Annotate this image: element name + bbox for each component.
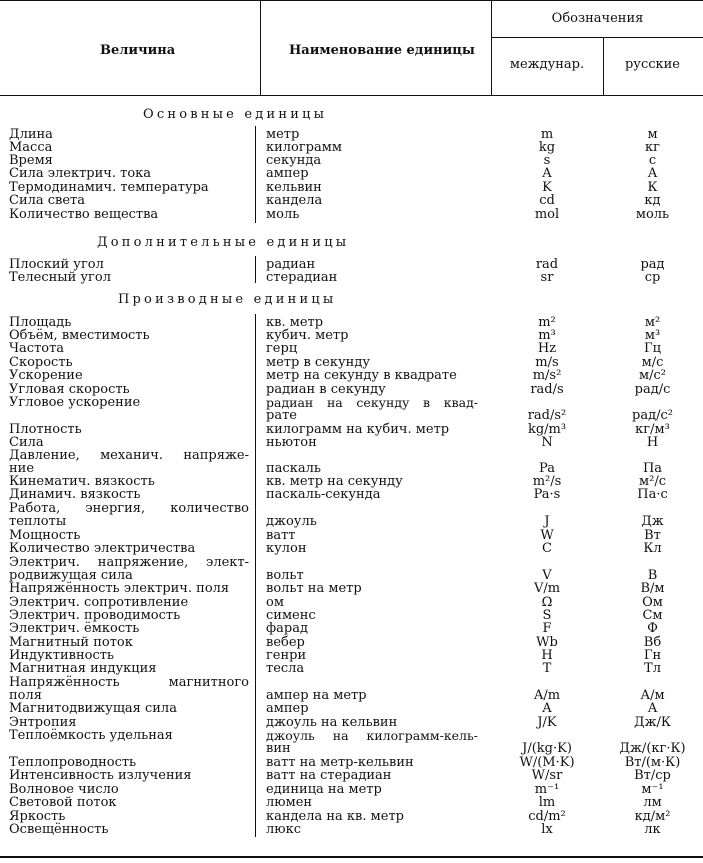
row-quantity: Волновое число bbox=[9, 782, 119, 797]
row-russian-symbol: рад bbox=[640, 257, 665, 272]
row-international-symbol: lm bbox=[538, 795, 556, 810]
row-quantity: Ускорение bbox=[9, 368, 83, 383]
row-unit-name: джоуль на кельвин bbox=[266, 715, 398, 730]
row-russian-symbol: рад/с² bbox=[632, 408, 673, 424]
row-unit-name: кандела bbox=[266, 193, 323, 208]
body-divider-derived bbox=[255, 314, 256, 837]
row-international-symbol: rad/s bbox=[530, 382, 564, 397]
row-russian-symbol: кг/м³ bbox=[635, 422, 670, 437]
row-quantity: Динамич. вязкость bbox=[9, 487, 141, 502]
row-unit-name: сименс bbox=[266, 608, 316, 623]
row-russian-symbol: Вб bbox=[643, 635, 662, 650]
row-quantity: Энтропия bbox=[9, 715, 77, 730]
row-quantity: Интенсивность излучения bbox=[9, 768, 192, 783]
row-unit-name: стерадиан bbox=[266, 270, 338, 285]
row-russian-symbol: лм bbox=[643, 795, 662, 810]
row-international-symbol: rad bbox=[535, 257, 559, 272]
row-unit-name: метр в секунду bbox=[266, 355, 370, 370]
row-unit-name: кандела на кв. метр bbox=[266, 809, 404, 824]
row-international-symbol: W/sr bbox=[531, 768, 563, 783]
row-international-symbol: V/m bbox=[533, 581, 561, 596]
row-russian-symbol: м² bbox=[644, 315, 661, 330]
row-russian-symbol: В bbox=[647, 568, 658, 584]
row-international-symbol: s bbox=[543, 153, 551, 168]
row-russian-symbol: с bbox=[648, 153, 657, 168]
row-russian-symbol: м bbox=[647, 127, 658, 142]
row-quantity: Объём, вместимость bbox=[9, 328, 150, 343]
row-russian-symbol: К bbox=[647, 180, 658, 195]
row-russian-symbol: См bbox=[642, 608, 663, 623]
row-quantity: Время bbox=[9, 153, 53, 168]
row-quantity: Индуктивность bbox=[9, 648, 114, 663]
row-international-symbol: A bbox=[542, 166, 552, 181]
row-quantity-line2: ние bbox=[9, 461, 35, 477]
row-unit-name: моль bbox=[266, 207, 300, 222]
row-international-symbol: Pa bbox=[539, 461, 555, 477]
header-international: междунар. bbox=[509, 57, 585, 72]
row-quantity: Мощность bbox=[9, 528, 81, 543]
row-unit-name: фарад bbox=[266, 621, 309, 636]
row-international-symbol: H bbox=[541, 648, 553, 663]
header-russian: русские bbox=[624, 57, 680, 72]
row-quantity-line1: Давление, механич. напряже- bbox=[9, 448, 249, 463]
header-unit-name: Наименование единицы bbox=[289, 43, 475, 58]
row-russian-symbol: м/с² bbox=[639, 368, 666, 383]
row-unit-name: метр bbox=[266, 127, 300, 142]
row-unit-name: герц bbox=[266, 341, 298, 356]
row-quantity: Плоский угол bbox=[9, 257, 104, 272]
row-quantity: Электрич. сопротивление bbox=[9, 595, 189, 610]
row-unit-name: килограмм bbox=[266, 140, 342, 155]
row-unit-name-line2: вин bbox=[266, 741, 291, 757]
row-international-symbol: J/(kg·K) bbox=[522, 741, 572, 757]
row-unit-name: ватт bbox=[266, 528, 296, 543]
row-russian-symbol: Па bbox=[642, 461, 663, 477]
row-russian-symbol: Вт bbox=[644, 528, 661, 543]
row-international-symbol: kg/m³ bbox=[527, 422, 567, 437]
row-quantity: Кинематич. вязкость bbox=[9, 474, 155, 489]
row-russian-symbol: рад/с bbox=[634, 382, 671, 397]
row-unit-name: кубич. метр bbox=[266, 328, 349, 343]
row-unit-name: ватт на стерадиан bbox=[266, 768, 392, 783]
row-russian-symbol: м³ bbox=[644, 328, 661, 343]
row-quantity: Площадь bbox=[9, 315, 72, 330]
row-unit-name: паскаль-секунда bbox=[266, 487, 381, 502]
row-international-symbol: mol bbox=[534, 207, 560, 222]
row-russian-symbol: м/с bbox=[641, 355, 664, 370]
row-unit-name: генри bbox=[266, 648, 307, 663]
row-quantity: Магнитная индукция bbox=[9, 661, 157, 676]
section-supplementary-units: Дополнительные единицы bbox=[97, 235, 350, 250]
row-international-symbol: A/m bbox=[533, 688, 561, 704]
row-quantity: Теплоёмкость удельная bbox=[9, 728, 173, 743]
row-unit-name: люмен bbox=[266, 795, 313, 810]
row-unit-name: кв. метр bbox=[266, 315, 324, 330]
row-unit-name: вольт на метр bbox=[266, 581, 362, 596]
row-international-symbol: m bbox=[540, 127, 554, 142]
row-quantity: Скорость bbox=[9, 355, 73, 370]
row-russian-symbol: лк bbox=[644, 822, 661, 837]
row-international-symbol: m²/s bbox=[532, 474, 562, 489]
row-unit-name: килограмм на кубич. метр bbox=[266, 422, 450, 437]
row-international-symbol: K bbox=[542, 180, 552, 195]
row-russian-symbol: А bbox=[647, 701, 658, 716]
row-international-symbol: S bbox=[542, 608, 552, 623]
row-russian-symbol: м²/с bbox=[639, 474, 666, 489]
row-quantity: Освещённость bbox=[9, 822, 109, 837]
row-unit-name: паскаль bbox=[266, 461, 321, 477]
row-russian-symbol: Дж/К bbox=[634, 715, 671, 730]
row-unit-name-line1: радиан на секунду в квад- bbox=[266, 395, 478, 410]
row-russian-symbol: А bbox=[647, 166, 658, 181]
row-quantity: Угловое ускорение bbox=[9, 395, 141, 410]
row-unit-name: ватт на метр-кельвин bbox=[266, 755, 414, 770]
header-symbols: Обозначения bbox=[551, 11, 644, 26]
row-quantity-line2: теплоты bbox=[9, 514, 67, 530]
row-international-symbol: Ω bbox=[541, 595, 553, 610]
row-russian-symbol: кд/м² bbox=[634, 809, 671, 824]
row-quantity: Сила света bbox=[9, 193, 85, 208]
section-basic-units: Основные единицы bbox=[143, 107, 328, 122]
row-russian-symbol: кг bbox=[645, 140, 660, 155]
header-quantity: Величина bbox=[100, 43, 176, 58]
row-international-symbol: W/(M·K) bbox=[519, 755, 575, 770]
row-russian-symbol: Ф bbox=[647, 621, 658, 636]
row-quantity: Сила bbox=[9, 435, 44, 450]
row-quantity-line1: Напряжённость магнитного bbox=[9, 675, 249, 690]
bottom-rule bbox=[0, 856, 703, 858]
row-russian-symbol: Н bbox=[646, 435, 659, 450]
row-unit-name: люкс bbox=[266, 822, 301, 837]
row-quantity: Угловая скорость bbox=[9, 382, 130, 397]
row-quantity: Электрич. проводимость bbox=[9, 608, 181, 623]
row-quantity: Теплопроводность bbox=[9, 755, 137, 770]
row-international-symbol: N bbox=[541, 435, 553, 450]
row-international-symbol: sr bbox=[540, 270, 554, 285]
row-international-symbol: W bbox=[540, 528, 554, 543]
row-russian-symbol: м⁻¹ bbox=[641, 782, 664, 797]
row-russian-symbol: Кл bbox=[643, 541, 662, 556]
row-unit-name: секунда bbox=[266, 153, 322, 168]
row-international-symbol: m/s² bbox=[532, 368, 562, 383]
row-international-symbol: Hz bbox=[537, 341, 557, 356]
row-international-symbol: m/s bbox=[535, 355, 559, 370]
row-international-symbol: kg bbox=[538, 140, 556, 155]
col-divider-1 bbox=[260, 0, 261, 95]
body-divider-supplementary bbox=[255, 256, 256, 283]
row-russian-symbol: Гц bbox=[644, 341, 661, 356]
row-unit-name: тесла bbox=[266, 661, 305, 676]
row-international-symbol: Wb bbox=[536, 635, 558, 650]
symbols-subheader-rule bbox=[492, 37, 703, 38]
row-unit-name: радиан bbox=[266, 257, 316, 272]
row-unit-name: единица на метр bbox=[266, 782, 382, 797]
top-rule bbox=[0, 0, 703, 1]
row-unit-name: ампер bbox=[266, 701, 309, 716]
row-quantity: Магнитодвижущая сила bbox=[9, 701, 177, 716]
row-unit-name: радиан в секунду bbox=[266, 382, 386, 397]
row-russian-symbol: Дж/(кг·К) bbox=[619, 741, 686, 757]
row-international-symbol: Pa·s bbox=[533, 487, 561, 502]
row-international-symbol: T bbox=[542, 661, 552, 676]
row-international-symbol: rad/s² bbox=[527, 408, 567, 424]
row-russian-symbol: ср bbox=[644, 270, 661, 285]
header-divider bbox=[0, 95, 703, 96]
row-unit-name: ом bbox=[266, 595, 284, 610]
row-unit-name-line2: рате bbox=[266, 408, 297, 424]
row-russian-symbol: Вт/ср bbox=[634, 768, 671, 783]
body-divider-basic bbox=[255, 126, 256, 223]
row-quantity: Длина bbox=[9, 127, 53, 142]
row-unit-name: вольт bbox=[266, 568, 304, 584]
row-quantity-line2: родвижущая сила bbox=[9, 568, 133, 584]
row-international-symbol: J/K bbox=[537, 715, 557, 730]
row-quantity: Частота bbox=[9, 341, 65, 356]
row-international-symbol: C bbox=[542, 541, 552, 556]
row-russian-symbol: моль bbox=[635, 207, 670, 222]
row-russian-symbol: А/м bbox=[640, 688, 665, 704]
row-quantity: Напряжённость электрич. поля bbox=[9, 581, 230, 596]
row-international-symbol: cd bbox=[539, 193, 555, 208]
row-quantity: Количество электричества bbox=[9, 541, 196, 556]
row-unit-name: ампер на метр bbox=[266, 688, 367, 704]
row-russian-symbol: Тл bbox=[644, 661, 661, 676]
row-unit-name: метр на секунду в квадрате bbox=[266, 368, 457, 383]
row-international-symbol: m² bbox=[538, 315, 556, 330]
row-quantity-line2: поля bbox=[9, 688, 42, 704]
row-quantity-line1: Электрич. напряжение, элект- bbox=[9, 555, 249, 570]
row-quantity: Электрич. ёмкость bbox=[9, 621, 140, 636]
row-russian-symbol: Па·с bbox=[637, 487, 668, 502]
row-unit-name: ампер bbox=[266, 166, 309, 181]
row-international-symbol: F bbox=[542, 621, 552, 636]
row-russian-symbol: Гн bbox=[643, 648, 662, 663]
row-quantity: Магнитный поток bbox=[9, 635, 133, 650]
row-international-symbol: V bbox=[542, 568, 552, 584]
row-international-symbol: J bbox=[544, 514, 550, 530]
row-unit-name: кулон bbox=[266, 541, 307, 556]
row-russian-symbol: В/м bbox=[640, 581, 665, 596]
row-quantity: Плотность bbox=[9, 422, 82, 437]
row-unit-name-line1: джоуль на килограмм-кель- bbox=[266, 728, 478, 743]
row-quantity: Световой поток bbox=[9, 795, 117, 810]
section-derived-units: Производные единицы bbox=[118, 292, 337, 307]
row-quantity: Сила электрич. тока bbox=[9, 166, 152, 181]
row-international-symbol: lx bbox=[541, 822, 553, 837]
row-unit-name: джоуль bbox=[266, 514, 317, 530]
row-russian-symbol: Дж bbox=[641, 514, 664, 530]
row-quantity-line1: Работа, энергия, количество bbox=[9, 501, 249, 516]
row-quantity: Термодинамич. температура bbox=[9, 180, 209, 195]
row-russian-symbol: кд bbox=[644, 193, 661, 208]
row-quantity: Телесный угол bbox=[9, 270, 111, 285]
row-quantity: Яркость bbox=[9, 809, 66, 824]
row-quantity: Количество вещества bbox=[9, 207, 159, 222]
row-unit-name: вебер bbox=[266, 635, 305, 650]
row-international-symbol: cd/m² bbox=[528, 809, 566, 824]
row-russian-symbol: Вт/(м·К) bbox=[624, 755, 681, 770]
row-international-symbol: A bbox=[542, 701, 552, 716]
row-unit-name: ньютон bbox=[266, 435, 317, 450]
row-quantity: Масса bbox=[9, 140, 53, 155]
row-international-symbol: m³ bbox=[538, 328, 556, 343]
row-international-symbol: m⁻¹ bbox=[534, 782, 560, 797]
row-russian-symbol: Ом bbox=[642, 595, 663, 610]
row-unit-name: кельвин bbox=[266, 180, 322, 195]
row-unit-name: кв. метр на секунду bbox=[266, 474, 403, 489]
